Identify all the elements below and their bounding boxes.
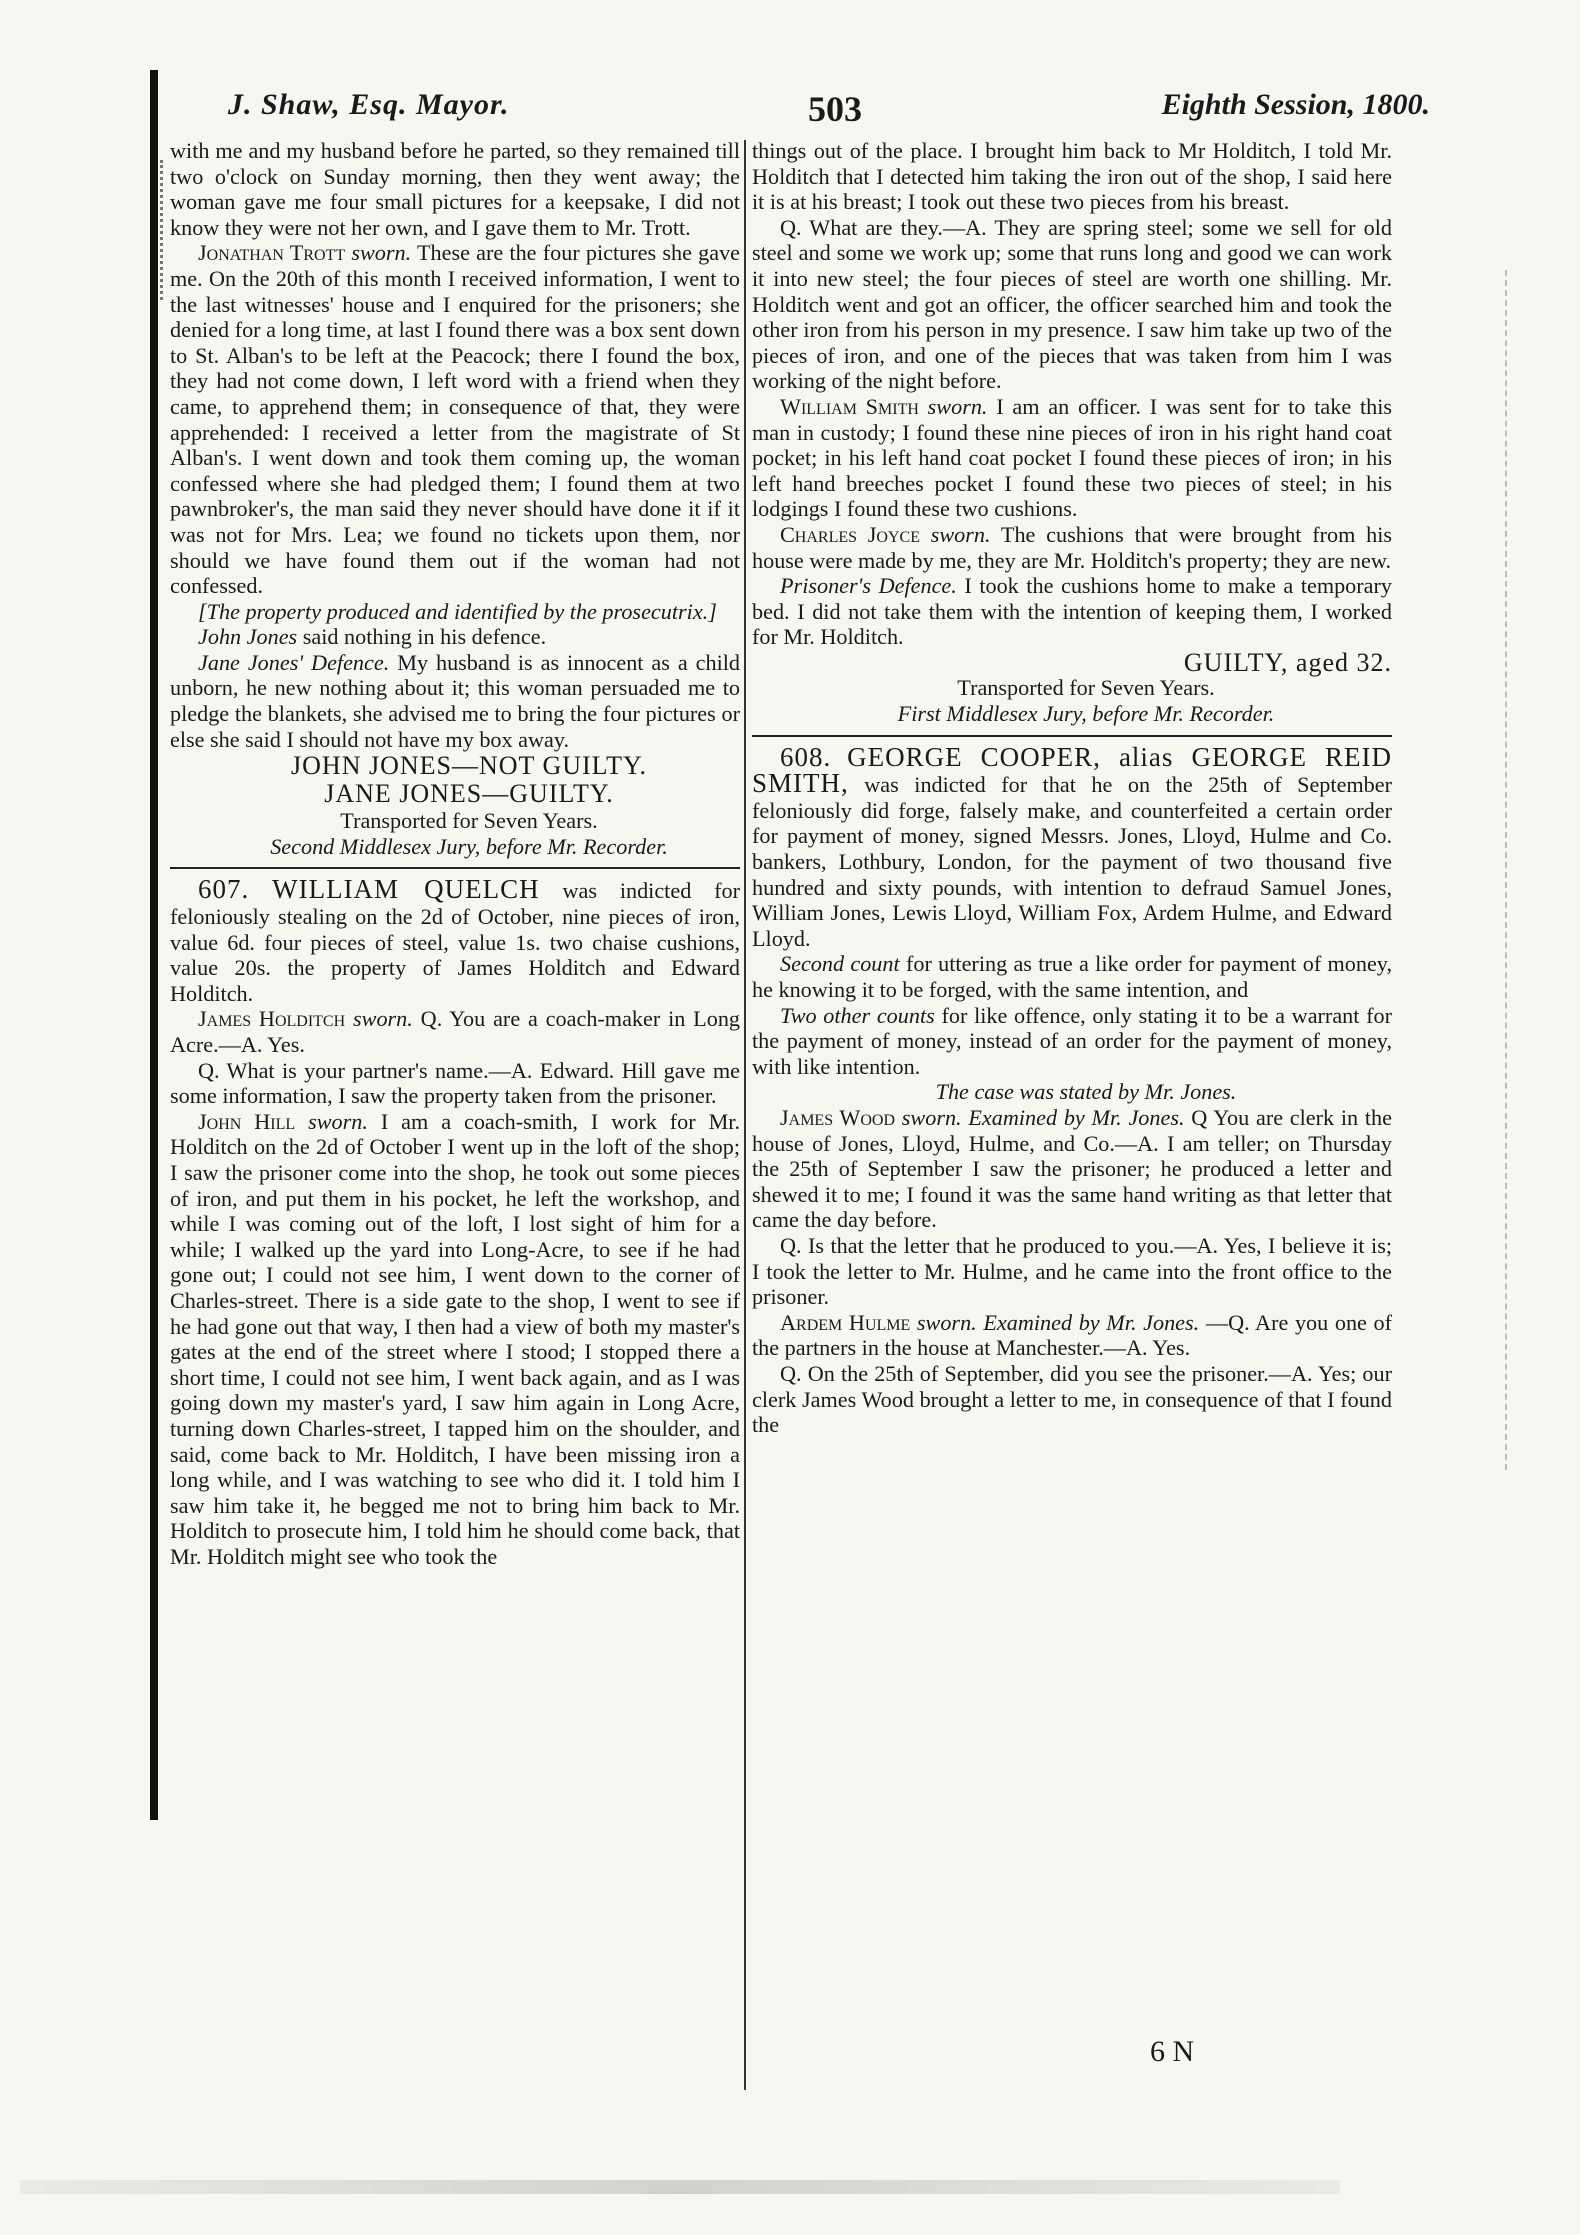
case-stated-line: The case was stated by Mr. Jones.: [935, 1079, 1237, 1105]
defence-label: Prisoner's Defence.: [780, 573, 957, 599]
jury-line: First Middlesex Jury, before Mr. Recorder.: [897, 701, 1275, 727]
defendant-name: WILLIAM QUELCH: [272, 874, 540, 905]
witness-testimony: [752, 394, 1392, 522]
margin-ink-marks: [160, 160, 169, 300]
count-paragraph: [752, 951, 1392, 1002]
sworn-label: sworn.: [927, 393, 988, 419]
case-heading: [752, 741, 1392, 952]
witness-testimony: [170, 1006, 740, 1057]
testimony-text: —Q. Are you one of the partners in the house at Manchester.—A. Yes.: [752, 1309, 1393, 1361]
defence-text: said nothing in his defence.: [302, 624, 547, 650]
witness-name: Ardem Hulme: [780, 1309, 911, 1335]
section-rule: [752, 735, 1392, 737]
count-label: Second count: [780, 951, 900, 977]
sworn-label: sworn.: [351, 240, 412, 266]
paragraph: Q. What is your partner's name.—A. Edward. Hill gave me some information, I saw the property taken from the prisoner.: [170, 1057, 740, 1109]
count-text: for like offence, only stating it to be a warrant for the payment of money, instead of an order for the payment of money, with like intention.: [752, 1002, 1393, 1079]
header-mayor: J. Shaw, Esq. Mayor.: [228, 88, 510, 121]
count-paragraph: [752, 1003, 1392, 1080]
case-number: 608.: [780, 741, 832, 772]
paragraph: with me and my husband before he parted, so they remained till two o'clock on Sunday morning, then they went away; the woman gave me four small pictures for a keepsake, I did not know they were not her own, and I gave them to Mr. Trott.: [170, 138, 740, 240]
paragraph: Q. What are they.—A. They are spring steel; some we sell for old steel and some we work up; some that runs long and good we can work it into new steel; the four pieces of steel are worth one shilling. Mr. Holditch went and got an officer, the officer searched him and took the other iron from his person in my presence. I saw him take up two of the pieces of iron, and one of the pieces that was taken from him I was working of the night before.: [752, 214, 1392, 394]
sworn-label: sworn.: [930, 521, 991, 547]
sworn-label: sworn. Examined by Mr. Jones.: [916, 1309, 1200, 1335]
witness-testimony: [752, 522, 1392, 573]
indictment-text: was indicted for feloniously stealing on the 2d of October, nine pieces of iron, value 6d. four pieces of steel, value 1s. two chaise cushions, value 20s. the property of James Holditch and Edward Holditch.: [170, 878, 741, 1006]
scan-smudge: [20, 2180, 1340, 2194]
testimony-text: I am an officer. I was sent for to take this man in custody; I found these nine pieces of iron in his right hand coat pocket; in his left hand coat pocket I found these pieces of iron; in his left hand breeches pocket I found these two pieces of steel; in his lodgings I found these two cushions.: [752, 393, 1393, 522]
defendant-name: GEORGE COOPER, alias GEORGE REID SMITH,: [752, 741, 1392, 799]
right-margin-marks: [1505, 270, 1517, 1470]
verdict-line: JOHN JONES—NOT GUILTY.: [291, 751, 647, 781]
header-session: Eighth Session, 1800.: [1161, 88, 1430, 121]
paragraph: Q. Is that the letter that he produced to you.—A. Yes, I believe it is; I took the letter to Mr. Hulme, and he came into the front office to the prisoner.: [752, 1232, 1392, 1310]
sentence-line: Transported for Seven Years.: [340, 808, 598, 834]
page-number: 503: [808, 89, 862, 129]
witness-name: James Wood: [780, 1104, 896, 1130]
page-binding-edge: [150, 70, 158, 1820]
verdict-line: JANE JONES—GUILTY.: [324, 779, 614, 809]
verdict-line: GUILTY, aged 32.: [1183, 647, 1392, 677]
testimony-text: Q You are clerk in the house of Jones, Lloyd, Hulme, and Co.—A. I am teller; on Thursday the 25th of September I saw the prisoner; he produced a letter and shewed it to me; I found it was the same hand writing as that letter that came the day before.: [752, 1104, 1393, 1233]
indictment-text: was indicted for that he on the 25th of September feloniously did forge, falsely make, and counterfeited a certain order for payment of money, signed Messrs. Jones, Lloyd, Hulme and Co. bankers, Lothbury, London, for the payment of two thousand five hundred and sixty pounds, with intention to defraud Samuel Jones, William Jones, Lewis Lloyd, William Fox, Ardem Hulme, and Edward Lloyd.: [752, 772, 1392, 951]
section-rule: [170, 867, 740, 869]
sentence-line: Transported for Seven Years.: [957, 675, 1215, 701]
sworn-label: sworn. Examined by Mr. Jones.: [901, 1104, 1185, 1130]
defence-label: Jane Jones' Defence.: [198, 649, 390, 675]
defence-statement: [170, 650, 740, 752]
column-divider: [744, 140, 746, 2090]
paragraph: things out of the place. I brought him back to Mr Holditch, I told Mr. Holditch that I detected him taking the iron out of the shop, I said here it is at his breast; I took out these two pieces from his breast.: [752, 138, 1392, 215]
witness-name: William Smith: [780, 393, 919, 419]
bracket-note: [The property produced and identified by the prosecutrix.]: [198, 598, 717, 624]
right-column: [752, 138, 1392, 1438]
testimony-text: Q. You are a coach-maker in Long Acre.—A. Yes.: [170, 1006, 741, 1057]
witness-name: Jonathan Trott: [198, 240, 346, 266]
sworn-label: sworn.: [308, 1108, 368, 1134]
witness-name: Charles Joyce: [780, 521, 920, 547]
witness-testimony: [752, 1105, 1392, 1233]
defence-text: I took the cushions home to make a temporary bed. I did not take them with the intention of keeping them, I worked for Mr. Holditch.: [752, 573, 1392, 650]
left-column: [170, 138, 740, 1569]
testimony-text: The cushions that were brought from his house were made by me, they are Mr. Holditch's property; they are new.: [752, 521, 1392, 573]
case-number: 607.: [198, 874, 250, 905]
witness-name: James Holditch: [198, 1006, 346, 1032]
testimony-text: I am a coach-smith, I work for Mr. Holditch on the 2d of October I went up in the loft of the shop; I saw the prisoner come into the shop, he took out some pieces of iron, and put them in his pocket, he left the workshop, and while I was coming out of the loft, I lost sight of him for a while; I walked up the yard into Long-Acre, to see if he had gone out; I could not see him, I went down to the corner of Charles-street. There is a side gate to the shop, I went to see if he had gone out that way, I then had a view of both my master's gates at the end of the street where I stood; I stopped there a short time, I could not see him, I went back again, and as I was going down my master's yard, I saw him again in Long Acre, turning down Charles-street, I tapped him on the shoulder, and said, come back to Mr. Holditch, I have been missing iron a long while, and I was watching to see who did it. I told him I saw him take it, he begged me not to bring him back to Mr. Holditch to prosecute him, I told him he should come back, that Mr. Holditch might see who took the: [170, 1108, 741, 1569]
defence-text: My husband is as innocent as a child unborn, he new nothing about it; this woman persuaded me to pledge the blankets, she advised me to bring the four pictures or else she said I should not have my box away.: [170, 649, 740, 752]
defence-note: [170, 624, 740, 650]
sworn-label: sworn.: [353, 1006, 413, 1032]
defence-statement: [752, 573, 1392, 650]
signature-mark: 6 N: [1150, 2035, 1195, 2068]
witness-testimony: [170, 240, 740, 598]
case-heading: [170, 874, 741, 1006]
count-text: for uttering as true a like order for payment of money, he knowing it to be forged, with the same intention, and: [752, 951, 1393, 1002]
defendant-name: John Jones: [198, 624, 298, 650]
witness-testimony: [170, 1109, 740, 1570]
testimony-text: These are the four pictures she gave me. On the 20th of this month I received information, I went to the last witnesses' house and I enquired for the prisoners; she denied for a long time, at last I found there was a box sent down to St. Alban's to be left at the Peacock; there I found the box, they had not come down, I left word with a friend when they came, to apprehend them; in consequence of that, they were apprehended: I received a letter from the magistrate of St Alban's. I went down and took them coming up, the woman confessed where she had pledged them; I found them at two pawnbroker's, the man said they never should have done it if it was not for Mrs. Lea; we found no tickets upon them, nor should we have found them out if the woman had not confessed.: [170, 240, 741, 599]
count-label: Two other counts: [780, 1002, 935, 1028]
witness-testimony: [752, 1310, 1392, 1361]
paragraph: Q. On the 25th of September, did you see the prisoner.—A. Yes; our clerk James Wood brought a letter to me, in consequence of that I found the: [752, 1360, 1392, 1438]
witness-name: John Hill: [198, 1108, 296, 1134]
jury-line: Second Middlesex Jury, before Mr. Recorder.: [270, 833, 668, 859]
